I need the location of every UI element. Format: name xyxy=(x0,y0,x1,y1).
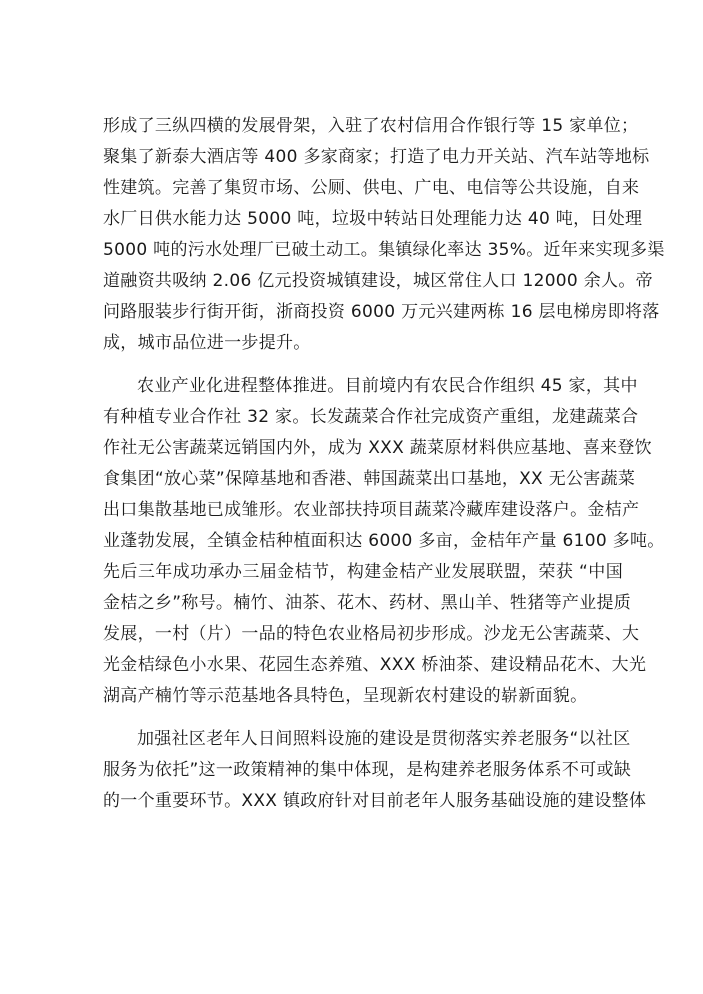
paragraph-1-line-4: 水厂日供水能力达 5000 吨，垃圾中转站日处理能力达 40 吨，日处理 xyxy=(103,209,643,229)
paragraph-2-line-3: 作社无公害蔬菜远销国内外，成为 XXX 蔬菜原材料供应基地、喜来登饮 xyxy=(103,438,652,458)
paragraph-3-line-1: 加强社区老年人日间照料设施的建设是贯彻落实养老服务“以社区 xyxy=(137,729,631,749)
paragraph-2-line-9: 发展，一村（片）一品的特色农业格局初步形成。沙龙无公害蔬菜、大 xyxy=(103,624,640,644)
paragraph-2-line-8: 金桔之乡”称号。楠竹、油茶、花木、药材、黑山羊、牲猪等产业提质 xyxy=(103,593,632,613)
paragraph-3-line-3: 的一个重要环节。XXX 镇政府针对目前老年人服务基础设施的建设整体 xyxy=(103,791,647,811)
paragraph-2-line-10: 光金桔绿色小水果、花园生态养殖、XXX 桥油茶、建设精品花木、大光 xyxy=(103,655,647,675)
paragraph-1-line-8: 成，城市品位进一步提升。 xyxy=(103,333,311,353)
paragraph-2-line-7: 先后三年成功承办三届金桔节，构建金桔产业发展联盟，荣获 “中国 xyxy=(103,562,623,582)
paragraph-2-line-1: 农业产业化进程整体推进。目前境内有农民合作组织 45 家，其中 xyxy=(137,376,638,396)
paragraph-1-line-3: 性建筑。完善了集贸市场、公厕、供电、广电、电信等公共设施，自来 xyxy=(103,178,640,198)
paragraph-1-line-7: 问路服装步行街开街，浙商投资 6000 万元兴建两栋 16 层电梯房即将落 xyxy=(103,302,660,322)
paragraph-1-line-6: 道融资共吸纳 2.06 亿元投资城镇建设，城区常住人口 12000 余人。帝 xyxy=(103,271,653,291)
paragraph-1-line-5: 5000 吨的污水处理厂已破土动工。集镇绿化率达 35%。近年来实现多渠 xyxy=(103,240,665,260)
paragraph-2-line-5: 出口集散基地已成雏形。农业部扶持项目蔬菜冷藏库建设落户。金桔产 xyxy=(103,500,640,520)
paragraph-2-line-11: 湖高产楠竹等示范基地各具特色，呈现新农村建设的崭新面貌。 xyxy=(103,686,588,706)
paragraph-2-line-2: 有种植专业合作社 32 家。长发蔬菜合作社完成资产重组，龙建蔬菜合 xyxy=(103,407,639,427)
paragraph-1-line-1: 形成了三纵四横的发展骨架，入驻了农村信用合作银行等 15 家单位； xyxy=(103,116,639,136)
paragraph-2-line-6: 业蓬勃发展，全镇金桔种植面积达 6000 多亩，金桔年产量 6100 多吨。 xyxy=(103,531,665,551)
paragraph-2-line-4: 食集团“放心菜”保障基地和香港、韩国蔬菜出口基地，XX 无公害蔬菜 xyxy=(103,469,636,489)
paragraph-3-line-2: 服务为依托”这一政策精神的集中体现，是构建养老服务体系不可或缺 xyxy=(103,760,632,780)
paragraph-1-line-2: 聚集了新泰大酒店等 400 多家商家；打造了电力开关站、汽车站等地标 xyxy=(103,147,650,167)
